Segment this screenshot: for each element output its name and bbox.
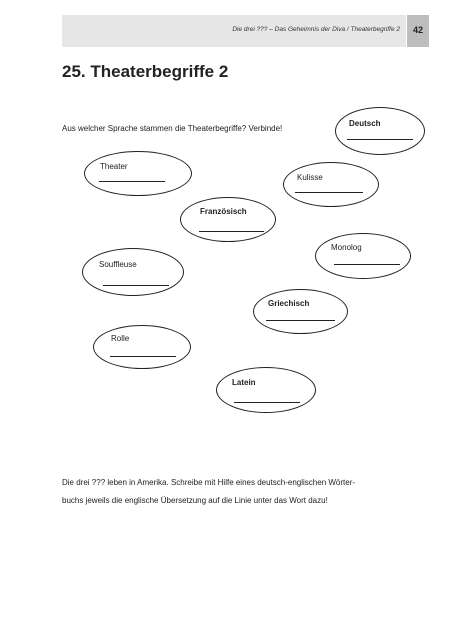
word-label-franzoesisch: Französisch: [200, 207, 247, 216]
word-label-griechisch: Griechisch: [268, 299, 310, 308]
instruction-text: Aus welcher Sprache stammen die Theaterbegriffe? Verbinde!: [62, 124, 283, 133]
word-label-latein: Latein: [232, 378, 256, 387]
answer-line-theater: [99, 181, 165, 182]
word-bubble-monolog[interactable]: [315, 233, 411, 279]
word-bubble-latein[interactable]: [216, 367, 316, 413]
word-label-souffleuse: Souffleuse: [99, 260, 137, 269]
answer-line-rolle: [110, 356, 176, 357]
answer-line-kulisse: [295, 192, 363, 193]
word-label-monolog: Monolog: [331, 243, 362, 252]
word-bubble-theater[interactable]: [84, 151, 192, 196]
word-bubble-griechisch[interactable]: [253, 289, 348, 334]
task-2-line-2: buchs jeweils die englische Übersetzung auf die Linie unter das Wort dazu!: [62, 496, 328, 505]
answer-line-griechisch: [266, 320, 335, 321]
word-label-kulisse: Kulisse: [297, 173, 323, 182]
header-bar: [62, 15, 406, 47]
word-bubble-franzoesisch[interactable]: [180, 197, 276, 242]
word-bubble-rolle[interactable]: [93, 325, 191, 369]
answer-line-franzoesisch: [199, 231, 264, 232]
page-title: 25. Theaterbegriffe 2: [62, 62, 229, 81]
task-2-instruction: [62, 474, 402, 510]
word-bubble-kulisse[interactable]: [283, 162, 379, 207]
answer-line-latein: [234, 402, 300, 403]
answer-line-monolog: [334, 264, 400, 265]
word-bubble-souffleuse[interactable]: [82, 248, 184, 296]
word-bubble-deutsch[interactable]: [335, 107, 425, 155]
word-label-rolle: Rolle: [111, 334, 130, 343]
running-title: Die drei ??? – Das Geheimnis der Diva / Theaterbegriffe 2: [232, 26, 400, 33]
answer-line-deutsch: [347, 139, 413, 140]
task-2-line-1: Die drei ??? leben in Amerika. Schreibe mit Hilfe eines deutsch-englischen Wörter-: [62, 478, 356, 487]
word-label-theater: Theater: [100, 162, 128, 171]
page-number-box: [406, 15, 429, 47]
answer-line-souffleuse: [103, 285, 169, 286]
page-number: 42: [412, 25, 423, 35]
word-label-deutsch: Deutsch: [349, 119, 381, 128]
